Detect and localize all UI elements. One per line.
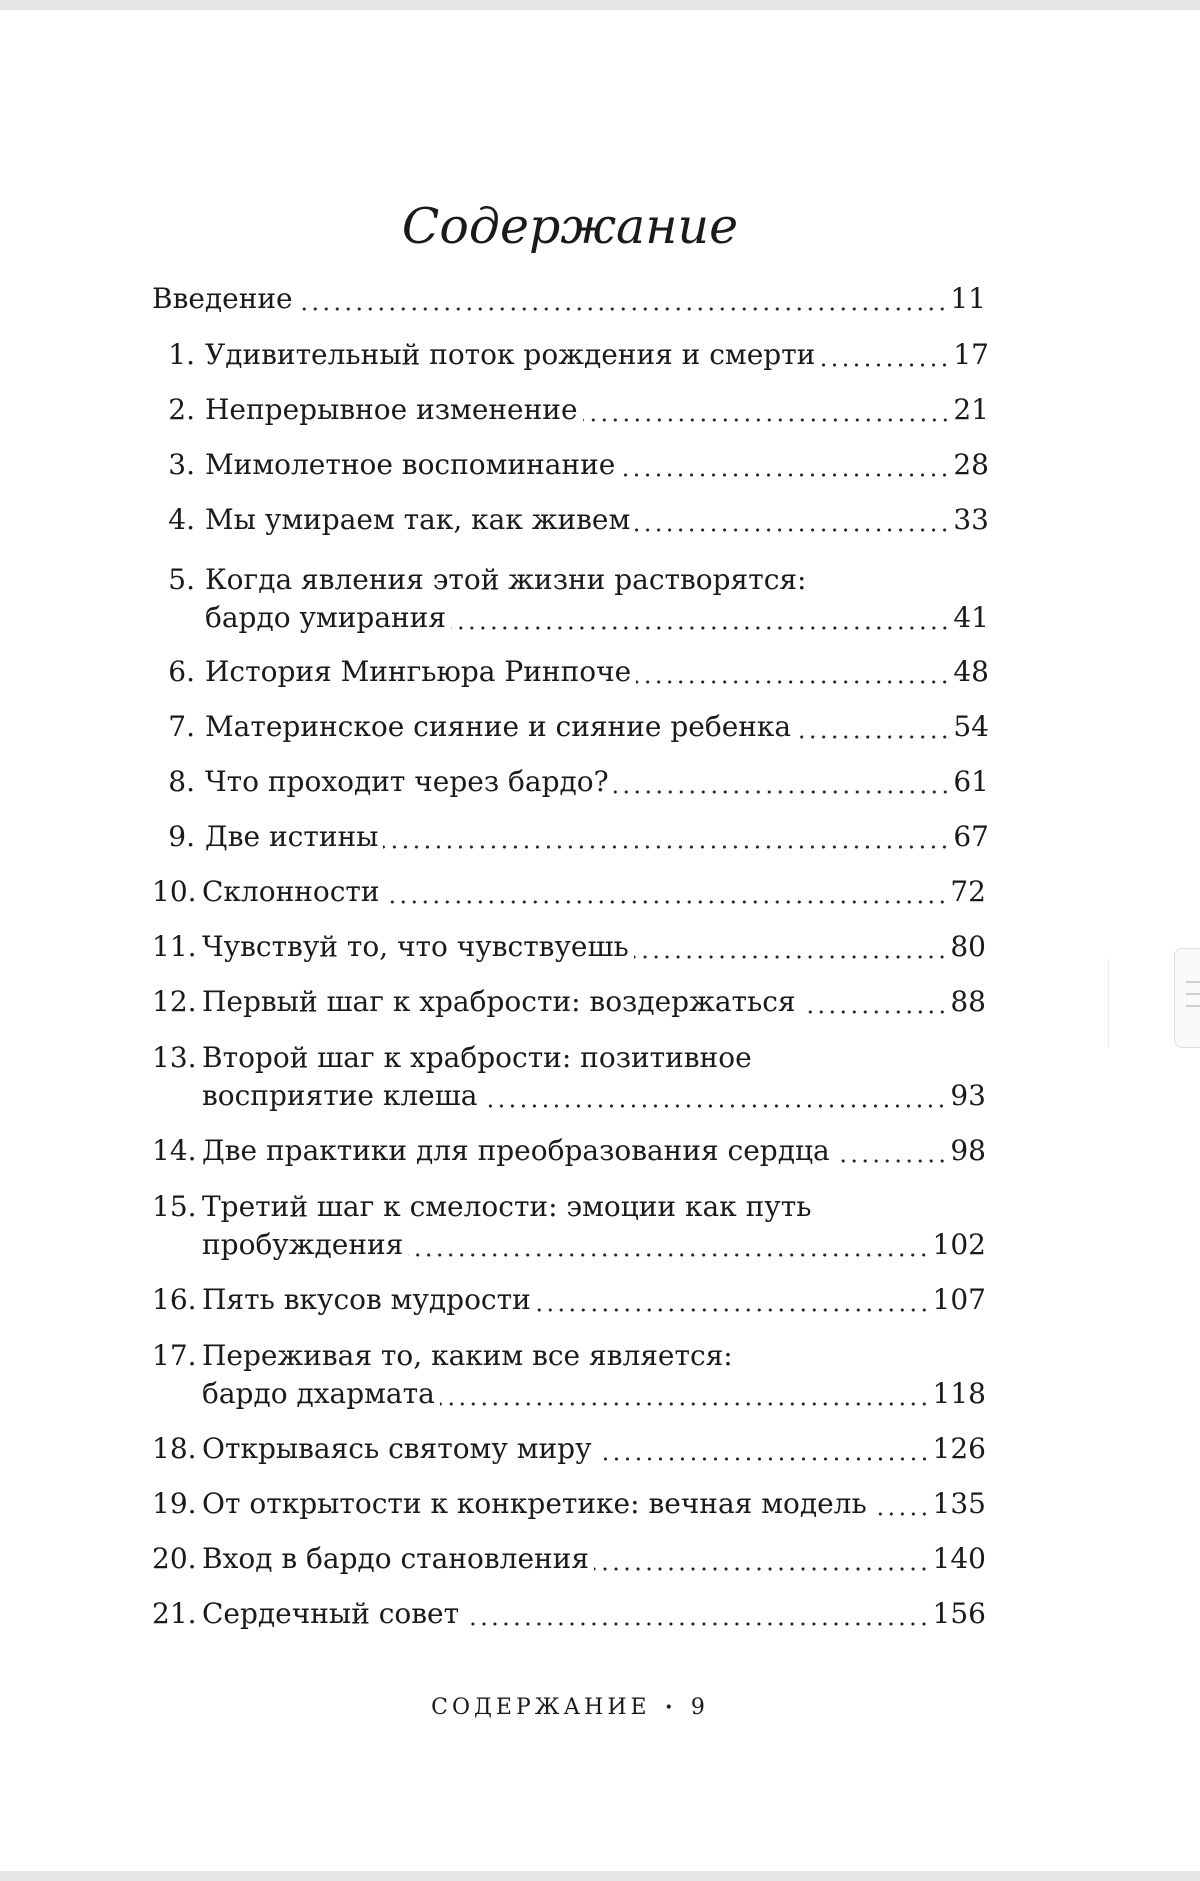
toc-entry-number: 1. xyxy=(168,338,195,371)
toc-entry-number: 18. xyxy=(152,1432,197,1465)
toc-entry-number: 11. xyxy=(152,930,197,963)
toc-entry-page-number: 126 xyxy=(932,1432,986,1465)
toc-entry[interactable] xyxy=(152,1134,986,1174)
toc-entry-page-number: 41 xyxy=(953,601,989,634)
toc-entry-number: 15. xyxy=(152,1190,197,1223)
toc-entry[interactable] xyxy=(155,765,989,805)
toc-entry-number: 4. xyxy=(168,503,195,536)
toc-entry-title: Вход в бардо становления xyxy=(202,1542,589,1575)
dot-leader xyxy=(636,679,950,685)
dot-leader xyxy=(872,1511,930,1517)
toc-entry-number: 5. xyxy=(168,563,195,596)
toc-entry-title: Пять вкусов мудрости xyxy=(202,1283,531,1316)
toc-entry[interactable] xyxy=(155,448,989,488)
dot-leader xyxy=(634,954,948,960)
toc-entry-page-number: 107 xyxy=(932,1283,986,1316)
dot-leader xyxy=(594,1566,930,1572)
toc-entry-number: 9. xyxy=(168,820,195,853)
toc-entry[interactable] xyxy=(155,393,989,433)
toc-entry-page-number: 118 xyxy=(932,1377,986,1410)
toc-entry-page-number: 135 xyxy=(932,1487,986,1520)
dot-leader xyxy=(597,1456,930,1462)
toc-entry[interactable] xyxy=(152,1339,986,1417)
dot-leader xyxy=(383,844,950,850)
toc-entry-title: Непрерывное изменение xyxy=(205,393,578,426)
toc-entry-number: 19. xyxy=(152,1487,197,1520)
toc-entry-page-number: 156 xyxy=(932,1597,986,1630)
toc-entry-title: пробуждения xyxy=(202,1228,404,1261)
dot-leader xyxy=(820,362,950,368)
toc-entry[interactable] xyxy=(152,985,986,1025)
toc-entry-title: Материнское сияние и сияние ребенка xyxy=(205,710,792,743)
dot-leader xyxy=(440,1401,930,1407)
dot-leader xyxy=(482,1103,947,1109)
menu-icon-bar xyxy=(1186,981,1200,983)
toc-entry[interactable] xyxy=(152,1283,986,1323)
toc-entry-title: Что проходит через бардо? xyxy=(205,765,609,798)
toc-entry-number: 14. xyxy=(152,1134,197,1167)
toc-entry-title: Сердечный совет xyxy=(202,1597,460,1630)
toc-entry-title: Склонности xyxy=(202,875,380,908)
side-menu-handle[interactable] xyxy=(1174,948,1200,1048)
toc-entry[interactable] xyxy=(155,820,989,860)
toc-entry-number: 13. xyxy=(152,1041,197,1074)
toc-entry[interactable] xyxy=(152,282,986,322)
toc-entry-title: Переживая то, каким все является: xyxy=(202,1339,733,1372)
toc-entry-page-number: 33 xyxy=(953,503,989,536)
toc-entry-page-number: 80 xyxy=(950,930,986,963)
toc-entry-title: Чувствуй то, что чувствуешь xyxy=(202,930,629,963)
page-title: Содержание xyxy=(401,198,739,255)
running-footer xyxy=(0,1695,1140,1720)
toc-entry-page-number: 102 xyxy=(932,1228,986,1261)
toc-entry-number: 7. xyxy=(168,710,195,743)
toc-entry-page-number: 48 xyxy=(953,655,989,688)
toc-entry-page-number: 93 xyxy=(950,1079,986,1112)
toc-entry-title: Открываясь святому миру xyxy=(202,1432,592,1465)
toc-entry-number: 6. xyxy=(168,655,195,688)
toc-entry-number: 10. xyxy=(152,875,197,908)
toc-entry[interactable] xyxy=(155,710,989,750)
toc-entry-number: 3. xyxy=(168,448,195,481)
toc-entry[interactable] xyxy=(152,1041,986,1119)
toc-entry[interactable] xyxy=(152,1190,986,1268)
toc-entry-number: 20. xyxy=(152,1542,197,1575)
toc-entry[interactable] xyxy=(155,503,989,543)
toc-entry-title: От открытости к конкретике: вечная модель xyxy=(202,1487,867,1520)
toc-entry-page-number: 98 xyxy=(950,1134,986,1167)
toc-entry-page-number: 11 xyxy=(950,282,986,315)
dot-leader xyxy=(408,1252,929,1258)
footer-label: СОДЕРЖАНИЕ xyxy=(431,1695,651,1720)
toc-entry-page-number: 72 xyxy=(950,875,986,908)
toc-entry-title: бардо дхармата xyxy=(202,1377,435,1410)
dot-leader xyxy=(614,789,951,795)
dot-leader xyxy=(796,734,950,740)
menu-icon-bar xyxy=(1186,1005,1200,1007)
toc-entry-title: Введение xyxy=(152,282,293,315)
toc-entry-title: Удивительный поток рождения и смерти xyxy=(205,338,816,371)
dot-leader xyxy=(385,899,948,905)
toc-entry-title: Мимолетное воспоминание xyxy=(205,448,616,481)
toc-entry-title: Третий шаг к смелости: эмоции как путь xyxy=(202,1190,812,1223)
toc-entry-number: 12. xyxy=(152,985,197,1018)
dot-leader xyxy=(620,472,950,478)
footer-separator: • xyxy=(664,1700,677,1716)
toc-entry-page-number: 140 xyxy=(932,1542,986,1575)
dot-leader xyxy=(451,625,950,631)
toc-entry-page-number: 54 xyxy=(953,710,989,743)
toc-entry-number: 16. xyxy=(152,1283,197,1316)
toc-entry[interactable] xyxy=(155,338,989,378)
dot-leader xyxy=(298,306,948,312)
toc-entry-page-number: 61 xyxy=(953,765,989,798)
toc-entry-page-number: 67 xyxy=(953,820,989,853)
viewer-side-divider xyxy=(1108,958,1109,1048)
toc-entry-title: История Мингьюра Ринпоче xyxy=(205,655,632,688)
toc-entry[interactable] xyxy=(152,1432,986,1472)
toc-entry[interactable] xyxy=(155,563,989,641)
toc-entry[interactable] xyxy=(152,875,986,915)
menu-icon-bar xyxy=(1186,993,1200,995)
toc-entry[interactable] xyxy=(152,1487,986,1527)
footer-page-number: 9 xyxy=(690,1695,709,1720)
toc-entry-page-number: 88 xyxy=(950,985,986,1018)
toc-entry-number: 8. xyxy=(168,765,195,798)
toc-entry-title: Второй шаг к храбрости: позитивное xyxy=(202,1041,752,1074)
toc-entry-title: Мы умираем так, как живем xyxy=(205,503,631,536)
toc-entry[interactable] xyxy=(152,1597,986,1637)
toc-entry-page-number: 21 xyxy=(953,393,989,426)
dot-leader xyxy=(835,1158,948,1164)
toc-entry[interactable] xyxy=(152,930,986,970)
toc-entry-number: 2. xyxy=(168,393,195,426)
toc-entry[interactable] xyxy=(155,655,989,695)
dot-leader xyxy=(536,1307,930,1313)
toc-entry-title: Две практики для преобразования сердца xyxy=(202,1134,830,1167)
toc-entry-page-number: 28 xyxy=(953,448,989,481)
dot-leader xyxy=(464,1621,929,1627)
bottom-viewer-bar xyxy=(0,1871,1200,1881)
toc-entry-title: бардо умирания xyxy=(205,601,446,634)
toc-entry-number: 21. xyxy=(152,1597,197,1630)
toc-entry-title: Когда явления этой жизни растворятся: xyxy=(205,563,807,596)
toc-entry-title: Две истины xyxy=(205,820,379,853)
toc-entry-number: 17. xyxy=(152,1339,197,1372)
toc-entry-title: восприятие клеша xyxy=(202,1079,478,1112)
dot-leader xyxy=(801,1009,948,1015)
dot-leader xyxy=(635,527,950,533)
toc-entry[interactable] xyxy=(152,1542,986,1582)
toc-entry-title: Первый шаг к храбрости: воздержаться xyxy=(202,985,796,1018)
dot-leader xyxy=(583,417,951,423)
toc-entry-page-number: 17 xyxy=(953,338,989,371)
